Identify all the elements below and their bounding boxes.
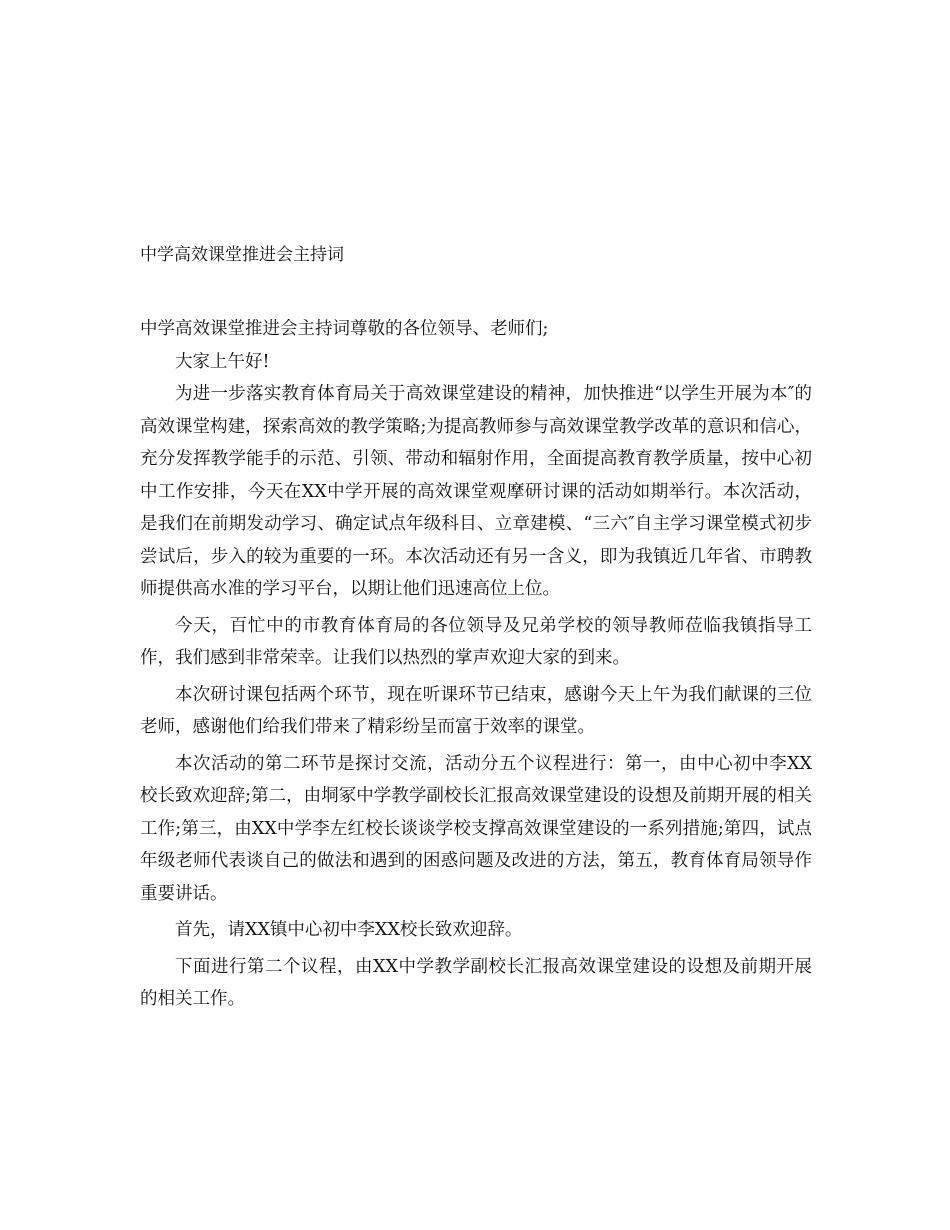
first-item-paragraph: 首先，请XX镇中心初中李XX校长致欢迎辞。 <box>175 920 523 940</box>
greeting-paragraph: 大家上午好! <box>175 351 270 372</box>
salutation-paragraph: 中学高效课堂推进会主持词尊敬的各位领导、老师们; <box>140 319 549 339</box>
session-one-paragraph: 本次研讨课包括两个环节，现在听课环节已结束，感谢今天上午为我们献课的三位老师，感谢他们给我们带来了精彩纷呈而富于效率的课堂。 <box>140 684 812 737</box>
second-item-paragraph: 下面进行第二个议程，由XX中学教学副校长汇报高效课堂建设的设想及前期开展的相关工作。 <box>140 956 812 1009</box>
document-title: 中学高效课堂推进会主持词 <box>140 245 344 265</box>
document-body <box>140 313 812 1016</box>
welcome-paragraph: 今天，百忙中的市教育体育局的各位领导及兄弟学校的领导教师莅临我镇指导工作，我们感到非常荣幸。让我们以热烈的掌声欢迎大家的到来。 <box>140 615 812 668</box>
intro-paragraph: 为进一步落实教育体育局关于高效课堂建设的精神，加快推进“以学生开展为本″的高效课堂构建，探索高效的教学策略;为提高教师参与高效课堂教学改革的意识和信心，充分发挥教学能手的示范、引领、带动和辐射作用，全面提高教育教学质量，按中心初中工作安排，今天在XX中学开展的高效课堂观摩研讨课的活动如期举行。本次活动，是我们在前期发动学习、确定试点年级科目、立章建模、“三六″自主学习课堂模式初步尝试后，步入的较为重要的一环。本次活动还有另一含义，即为我镇近几年省、市聘教师提供高水准的学习平台，以期让他们迅速高位上位。 <box>140 384 812 599</box>
agenda-paragraph: 本次活动的第二环节是探讨交流，活动分五个议程进行：第一，由中心初中李XX校长致欢迎辞;第二，由垌冢中学教学副校长汇报高效课堂建设的设想及前期开展的相关工作;第三，由XX中学李左红校长谈谈学校支撑高效课堂建设的一系列措施;第四，试点年级老师代表谈自己的做法和遇到的困惑问题及改进的方法，第五，教育体育局领导作重要讲话。 <box>140 753 812 904</box>
